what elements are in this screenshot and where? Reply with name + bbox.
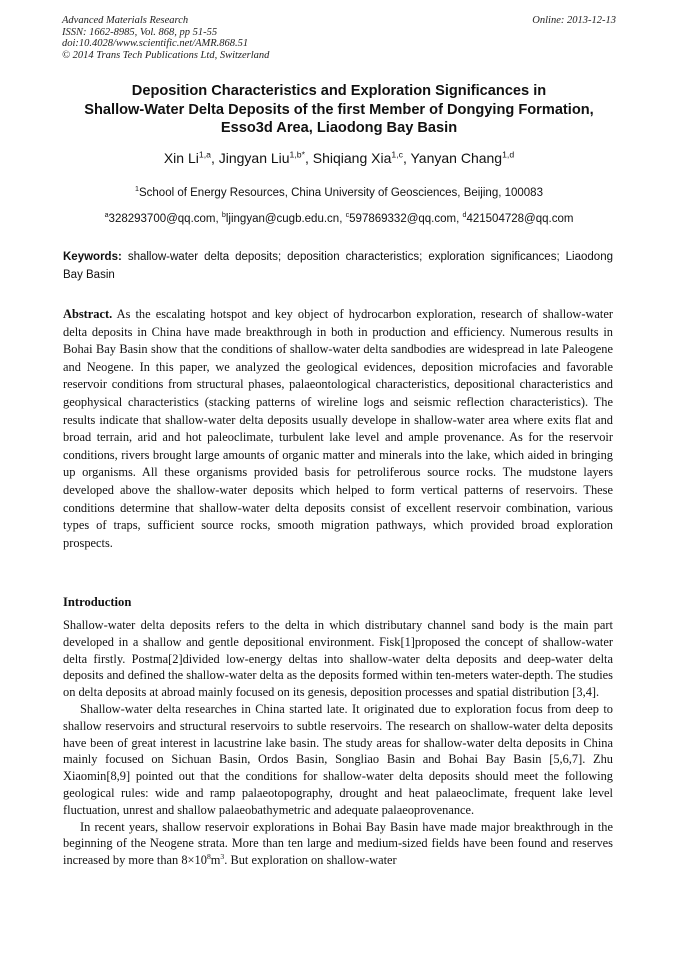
title-line-3: Esso3d Area, Liaodong Bay Basin (220, 120, 458, 137)
email-link[interactable]: 421504728@qq.com (466, 213, 574, 225)
keywords-text: shallow-water delta deposits; deposition characteristics; exploration significances; Liaodong Bay Basin (63, 251, 613, 281)
author-sup: 1,b* (289, 149, 305, 160)
affiliation-sup: 1 (135, 185, 139, 194)
title-line-1: Deposition Characteristics and Exploration Significances in (131, 83, 547, 99)
email-link[interactable]: ljingyan@cugb.edu.cn (225, 213, 340, 225)
author: Shiqiang Xia$^{1,c}$, (312, 149, 411, 166)
journal-name: Advanced Materials Research (62, 15, 189, 26)
email-list: $^a$328293700@qq.com, $^b$ljingyan@cugb.edu.cn, $^c$597869332@qq.com, $^d$421504728@qq.com (104, 211, 574, 225)
journal-copyright: © 2014 Trans Tech Publications Ltd, Switzerland (62, 49, 270, 61)
online-date: Online: 2013-12-13 (532, 15, 616, 26)
affiliation-text: School of Energy Resources, China University of Geosciences, Beijing, 100083 (138, 187, 543, 199)
title-line-2: Shallow-Water Delta Deposits of the first Member of Dongying Formation, (84, 101, 594, 118)
email-link[interactable]: 597869332@qq.com (349, 213, 457, 225)
introduction-body (63, 617, 613, 869)
author (411, 150, 515, 166)
author-list (40, 149, 638, 167)
author: Jingyan Liu$^{1,b*}$, (218, 149, 313, 166)
abstract-text: As the escalating hotspot and key object of hydrocarbon exploration, research of shallow-water delta deposits in China have made breakthrough in both in production and efficiency. Numerous results in Bohai Bay Basin show that the conditions of shallow-water delta sandbodies are widespread in late Paleogene and Neogene. In this paper, we analyzed the geological evidences, deposition microfacies and favorable reservoir conditions from structural phases, palaeontological characteristics, depositional characteristics and geophysical characteristics (stacking patterns of wireline logs and seismic reflection characteristics). The results indicate that shallow-water delta deposits usually develope in shallow-water area where exits flat and broad terrain, arid and hot paleoclimate, turbulent lake level and ample provenance. As for the reservoir conditions, rivers brought large amounts of organic matter and minerals into the lake, which aided in bringing up organisms. All these organisms provided basis for petroliferous source rocks. The mudstone layers developed above the shallow-water deposits which helped to form vertical patterns of reservoirs. These conditions determine that shallow-water delta deposits consist of excellent reservoir combination, various types of traps, sufficient source rocks, smooth migration pathways, which provided broad exploration prospects. (63, 307, 613, 550)
author-name: Xin Li (163, 150, 199, 166)
journal-doi: doi:10.4028/www.scientific.net/AMR.868.51 (62, 38, 249, 50)
paper-title (40, 82, 638, 138)
journal-header (62, 15, 269, 61)
keywords (63, 249, 613, 284)
intro-paragraph-2: Shallow-water delta researches in China started late. It originated due to exploration focus from deep to shallow reservoirs and structural reservoirs to subtle reservoirs. The research on shallow-water delta deposits have been of great interest in lacustrine lake basin. The study areas for shallow-water delta deposits in China mainly focused on Sichuan Basin, Ordos Basin, Songliao Basin and Bohai Bay Basin [5,6,7]. Zhu Xiaomin[8,9] pointed out that the conditions for shallow-water delta deposits should meet the following geological rules: wide and ramp palaeotopography, drought and heat palaeoclimate, frequent lake level fluctuation, unrest and shallow palaeobathymetric and adequate palaeoprovenance. (63, 701, 613, 817)
author-name: Shiqiang Xia (312, 150, 392, 166)
abstract-label: Abstract. (63, 307, 113, 321)
abstract (63, 306, 613, 552)
journal-issn: ISSN: 1662-8985, Vol. 868, pp 51-55 (62, 26, 218, 38)
author-sup: 1,d (502, 149, 515, 160)
author-name: Jingyan Liu (218, 150, 290, 166)
intro-paragraph-3: In recent years, shallow reservoir explorations in Bohai Bay Basin have made major breakthrough in the beginning of the Neogene strata. More than ten large and medium-sized fields have been found and reserves increased by more than $8\times 10^8m^3$. But exploration on shallow-water (63, 819, 613, 868)
section-heading-introduction: Introduction (63, 595, 132, 609)
author: Xin Li$^{1,a}$, (163, 149, 219, 166)
affiliation (40, 186, 638, 200)
author-sup: 1,c (391, 149, 403, 160)
author-sup: 1,a (198, 149, 211, 160)
email-link[interactable]: 328293700@qq.com (108, 213, 216, 225)
keywords-label: Keywords: (63, 251, 122, 263)
intro-paragraph-1: Shallow-water delta deposits refers to the delta in which distributary channel sand body is the main part developed in a shallow and gentle depositional environment. Fisk[1]proposed the concept of shallow-water delta firstly. Postma[2]divided low-energy deltas into shallow-water delta deposits and deep-water delta deposits and defined the shallow-water delta as the deposits formed within ten-meters water-depth. The studies on delta deposits at abroad mainly focused on its genesis, deposition processes and spatial distribution [3,4]. (63, 618, 613, 700)
author-name: Yanyan Chang (410, 150, 503, 166)
